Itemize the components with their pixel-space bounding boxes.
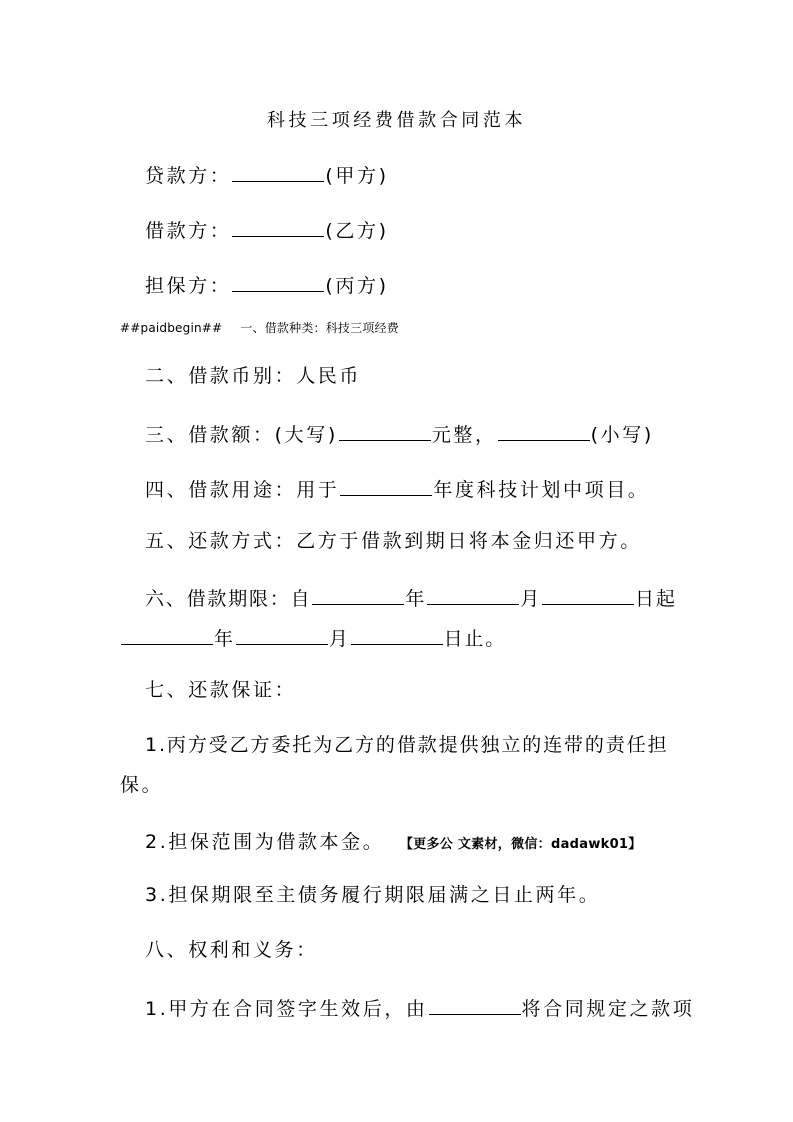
start-day-text: 日起 — [635, 588, 677, 610]
lender-label: 贷款方： — [145, 165, 232, 187]
clause-7-1-a: 1.丙方受乙方委托为乙方的借款提供独立的连带的责任担 — [145, 734, 669, 756]
clause-8: 八、权利和义务： — [145, 939, 318, 961]
clause-7-2-line — [145, 833, 642, 852]
lender-line — [145, 163, 389, 186]
borrower-suffix: (乙方) — [325, 220, 389, 242]
document-title: 科技三项经费借款合同范本 — [266, 110, 527, 131]
start-year-text: 年 — [405, 588, 427, 610]
clause-7-3: 3.担保期限至主债务履行期限届满之日止两年。 — [145, 884, 601, 906]
end-month-blank — [236, 626, 328, 645]
end-year-blank — [121, 626, 213, 645]
start-month-blank — [427, 586, 519, 605]
watermark-note: 【更多公 文素材，微信：dadawk01】 — [406, 837, 642, 852]
borrower-line — [145, 218, 389, 241]
guarantor-label: 担保方： — [145, 275, 232, 297]
clause-1: 一、借款种类：科技三项经费 — [240, 321, 399, 335]
clause-7-1-b: 保。 — [120, 774, 164, 796]
clause-4-label: 四、借款用途：用于 — [145, 479, 340, 501]
clause-3-line — [145, 422, 654, 445]
clause-7: 七、还款保证： — [145, 679, 297, 701]
borrower-blank — [232, 218, 324, 237]
guarantor-line — [145, 273, 389, 296]
borrower-label: 借款方： — [145, 220, 232, 242]
start-year-blank — [312, 586, 404, 605]
year-blank — [340, 477, 432, 496]
clause-6-line-1 — [145, 586, 677, 609]
clause-3-label: 三、借款额：(大写) — [145, 424, 338, 446]
guarantor-suffix: (丙方) — [325, 275, 389, 297]
guarantor-blank — [232, 273, 324, 292]
clause-3-middle: 元整， — [431, 424, 497, 446]
end-day-blank — [351, 626, 443, 645]
clause-8-1-line — [145, 996, 694, 1019]
clause-3-suffix: (小写) — [590, 424, 654, 446]
start-month-text: 月 — [520, 588, 542, 610]
clause-4-line — [145, 477, 649, 500]
clause-1-line — [120, 322, 399, 334]
lender-blank — [232, 163, 324, 182]
payer-blank — [429, 996, 521, 1015]
start-day-blank — [542, 586, 634, 605]
end-day-text: 日止。 — [443, 628, 507, 650]
clause-2: 二、借款币别：人民币 — [145, 365, 362, 387]
amount-upper-blank — [339, 422, 431, 441]
clause-8-1-label: 1.甲方在合同签字生效后，由 — [145, 998, 428, 1020]
clause-5: 五、还款方式：乙方于借款到期日将本金归还甲方。 — [145, 530, 642, 552]
paid-marker: ##paidbegin## — [120, 321, 223, 335]
lender-suffix: (甲方) — [325, 165, 389, 187]
clause-7-2: 2.担保范围为借款本金。 — [145, 831, 385, 853]
clause-8-1-suffix: 将合同规定之款项 — [521, 998, 695, 1020]
clause-6-line-2 — [120, 626, 506, 649]
end-month-text: 月 — [328, 628, 350, 650]
clause-6-label: 六、借款期限：自 — [145, 588, 312, 610]
end-year-text: 年 — [214, 628, 235, 650]
amount-lower-blank — [498, 422, 590, 441]
clause-4-suffix: 年度科技计划中项目。 — [433, 479, 650, 501]
